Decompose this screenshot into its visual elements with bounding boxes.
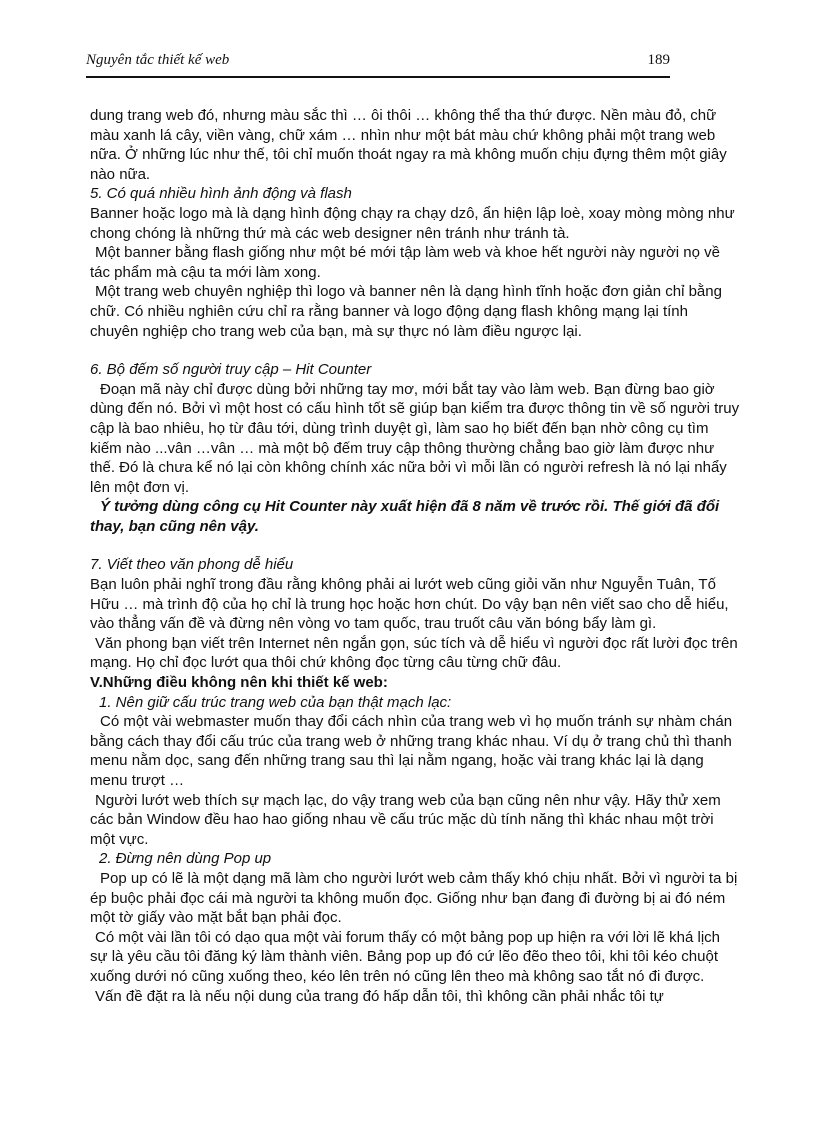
paragraph: Banner hoặc logo mà là dạng hình động chạy ra chạy dzô, ẩn hiện lập loè, xoay mòng mòng như chong chóng là những thứ mà các web designer nên tránh như tránh tà. [90, 204, 735, 242]
section-heading-5: 5. Có quá nhiều hình ảnh động và flash [90, 185, 352, 203]
subsection-heading-1: 1. Nên giữ cấu trúc trang web của bạn thật mạch lạc: [99, 693, 452, 711]
paragraph: Người lướt web thích sự mạch lạc, do vậy trang web của bạn cũng nên như vậy. Hãy thử xem các bản Window đều hao hao giống nhau về cấu trúc mặc dù tính năng thì khác nhau một trời một vực. [90, 791, 721, 848]
subsection-heading-2: 2. Đừng nên dùng Pop up [99, 850, 272, 868]
paragraph: Có một vài lần tôi có dạo qua một vài forum thấy có một bảng pop up hiện ra với lời lẽ khá lịch sự là yêu cầu tôi đăng ký làm thành viên. Bảng pop up đó cứ lẽo đẽo theo tôi, khi tôi kéo chuột xuống dưới nó cũng xuống theo, kéo lên trên nó cũng lên theo mà không sao tắt nó đi được. [90, 928, 720, 985]
header-title: Nguyên tắc thiết kế web [86, 52, 230, 68]
paragraph: Một trang web chuyên nghiệp thì logo và banner nên là dạng hình tĩnh hoặc đơn giản chỉ bằng chữ. Có nhiều nghiên cứu chỉ ra rằng banner và logo động dạng flash không mạng lại tính chuyên nghiệp cho trang web của bạn, mà sự thực nó làm điều ngược lại. [90, 283, 722, 340]
paragraph: dung trang web đó, nhưng màu sắc thì … ôi thôi … không thể tha thứ được. Nền màu đỏ, chữ màu xanh lá cây, viền vàng, chữ xám … nhìn như một bát màu chứ không phải một trang web nữa. Ở những lúc như thế, tôi chỉ muốn thoát ngay ra mà không muốn chịu đựng thêm một giây nào nữa. [90, 107, 727, 183]
paragraph: Pop up có lẽ là một dạng mã làm cho người lướt web cảm thấy khó chịu nhất. Bởi vì người ta bị ép buộc phải đọc cái mà người ta không muốn đọc. Giống như bạn đang đi đường bị ai đó ném một tờ giấy vào mặt bắt bạn phải đọc. [90, 869, 738, 927]
spacer [90, 341, 740, 360]
document-body [90, 106, 740, 1006]
paragraph: Bạn luôn phải nghĩ trong đầu rằng không phải ai lướt web cũng giỏi văn như Nguyễn Tuân, Tố Hữu … mà trình độ của họ chỉ là trung học hoặc hơn chút. Do vậy bạn nên viết sao cho dễ hiểu, vào thẳng vấn đề và đừng nên vòng vo tam quốc, trau truốt câu văn bóng bẩy làm gì. [90, 576, 729, 633]
paragraph: Một banner bằng flash giống như một bé mới tập làm web và khoe hết người này người nọ về tác phẩm mà cậu ta mới làm xong. [90, 244, 720, 281]
header-rule [86, 76, 670, 78]
spacer [90, 536, 740, 555]
emphasis-paragraph: Ý tưởng dùng công cụ Hit Counter này xuất hiện đã 8 năm về trước rồi. Thế giới đã đổi thay, bạn cũng nên vậy. [90, 498, 720, 535]
paragraph: Có một vài webmaster muốn thay đổi cách nhìn của trang web vì họ muốn tránh sự nhàm chán bằng cách thay đổi cấu trúc của trang web ở những trang khác nhau. Ví dụ ở trang chủ thì thanh menu nằm dọc, sang đến những trang sau thì lại nằm ngang, hoặc vài trang khác lại là dạng menu trượt … [90, 713, 733, 789]
section-heading-V: V.Những điều không nên khi thiết kế web: [90, 674, 388, 692]
paragraph: Vấn đề đặt ra là nếu nội dung của trang đó hấp dẫn tôi, thì không cần phải nhắc tôi tự [95, 987, 664, 1005]
page-number: 189 [647, 52, 670, 68]
section-heading-6: 6. Bộ đếm số người truy cập – Hit Counter [90, 361, 372, 379]
page-header [86, 50, 670, 78]
paragraph: Văn phong bạn viết trên Internet nên ngắn gọn, súc tích và dễ hiểu vì người đọc rất lười đọc trên mạng. Họ chỉ đọc lướt qua thôi chứ không đọc từng câu từng chữ đâu. [90, 634, 738, 672]
section-heading-7: 7. Viết theo văn phong dễ hiểu [90, 556, 294, 574]
paragraph: Đoạn mã này chỉ được dùng bởi những tay mơ, mới bắt tay vào làm web. Bạn đừng bao giờ dùng đến nó. Bởi vì một host có cấu hình tốt sẽ giúp bạn kiểm tra được thông tin về số người truy cập là bao nhiêu, họ từ đâu tới, dùng trình duyệt gì, làm sao họ biết đến bạn nhờ công cụ tìm kiếm nào ...vân …vân … mà một bộ đếm truy cập thông thường chẳng bao giờ làm được như thế. Đó là chưa kể nó lại còn không chính xác nữa bởi vì mỗi lần có người refresh là nó lại nhẩy lên một đơn vị. [90, 380, 740, 496]
